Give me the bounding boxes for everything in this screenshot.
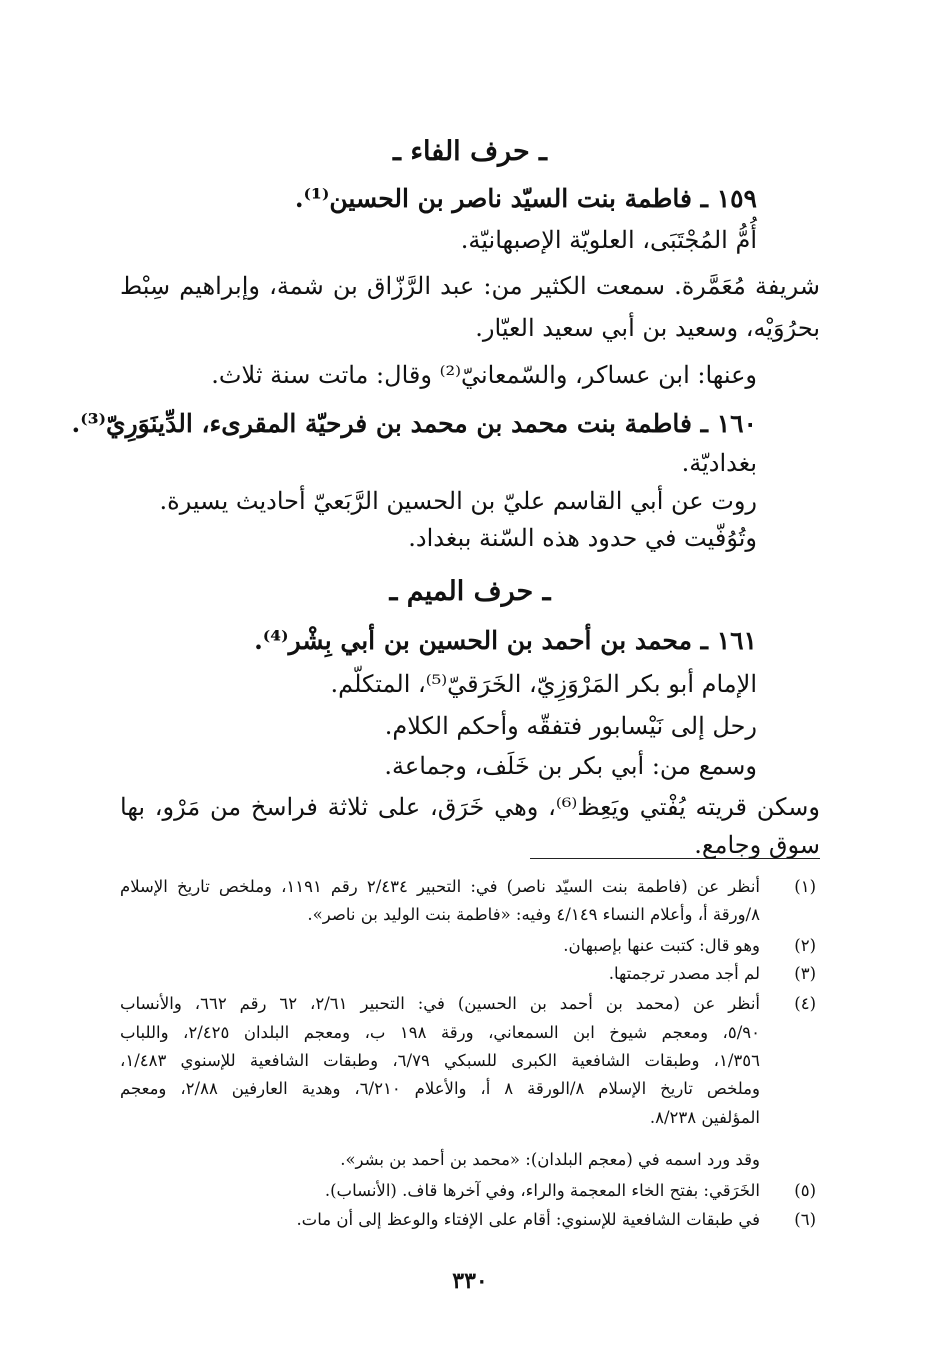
footnote-3-text: لم أجد مصدر ترجمتها.	[608, 964, 760, 983]
entry-159-line-2: شريفة مُعَمَّرة. سمعت الكثير من: عبد الرَّزّاق بن شمة، وإبراهيم سِبْط	[120, 272, 820, 300]
footnote-4-line-1: أنظر عن (محمد بن أحمد بن الحسين) في: التحبير ٢/٦١، ٦٢ رقم ٦٦٢، والأنساب	[120, 994, 761, 1013]
footnote-4-line-2: ٥/٩٠، ومعجم شيوخ ابن السمعاني، ورقة ١٩٨ ب، ومعجم البلدان ٢/٤٢٥، واللباب	[120, 1023, 761, 1042]
footnote-3-number: (٣)	[794, 964, 816, 983]
page-number: ٣٣٠	[452, 1268, 488, 1294]
footnote-4-line-5: المؤلفين ٨/٢٣٨.	[649, 1108, 760, 1127]
footnote-4-number: (٤)	[794, 994, 816, 1013]
footnote-4-line-3: ١/٣٥٦، وطبقات الشافعية الكبرى للسبكي ٦/٧٩، وطبقات الشافعية للإسنوي ١/٤٨٣،	[120, 1051, 760, 1070]
footnote-6-number: (٦)	[794, 1210, 816, 1229]
entry-161-line-4: وسكن قريته يُفْتي ويَعِظ⁽⁶⁾، وهي خَرَق، على ثلاثة فراسخ من مَرْو، بها	[120, 793, 821, 821]
entry-161-line-5: سوق وجامع.	[694, 831, 820, 859]
entry-160-line-3: وتُوُفّيت في حدود هذه السّنة ببغداد.	[408, 524, 757, 552]
footnote-6-text: في طبقات الشافعية للإسنوي: أقام على الإفتاء والوعظ إلى أن مات.	[296, 1210, 760, 1229]
entry-159-line-3: بحرُوَيْه، وسعيد بن أبي سعيد العيّار.	[475, 314, 820, 342]
entry-161-title: ١٦١ ـ محمد بن أحمد بن الحسين بن أبي بِشْر⁽⁴⁾.	[254, 626, 757, 655]
section-heading-fa: ـ حرف الفاء ـ	[393, 136, 547, 167]
entry-160-title: ١٦٠ ـ فاطمة بنت محمد بن محمد بن فرحيّة المقرىء، الدِّينَوَرِيّ⁽³⁾.	[71, 409, 757, 438]
footnote-5-number: (٥)	[794, 1181, 816, 1200]
footnote-2-text: وهو قال: كتبت عنها بإصبهان.	[563, 936, 760, 955]
footnote-5-text: الخَرَقي: بفتح الخاء المعجمة والراء، وفي آخرها قاف. (الأنساب).	[324, 1181, 760, 1200]
footnote-separator	[530, 858, 820, 859]
entry-161-line-1: الإمام أبو بكر المَرْوَزِيّ، الخَرَقيّ⁽⁵⁾، المتكلّم.	[330, 670, 757, 698]
entry-159-line-1: أُمُّ المُجْتَبَى، العلويّة الإصبهانيّة.	[460, 226, 757, 254]
footnote-1-line-2: ٨/ورقة أ، وأعلام النساء ٤/١٤٩ وفيه: «فاطمة بنت الوليد بن ناصر».	[307, 905, 760, 924]
footnote-1-line-1: أنظر عن (فاطمة بنت السيّد ناصر) في: التحبير ٢/٤٣٤ رقم ١١٩١، وملخص تاريخ الإسلام	[120, 877, 761, 896]
entry-159-line-4: وعنها: ابن عساكر، والسّمعانيّ⁽²⁾ وقال: ماتت سنة ثلاث.	[211, 361, 757, 389]
entry-161-line-2: رحل إلى نَيْسابور فتفقّه وأحكم الكلام.	[384, 712, 757, 740]
footnote-1-number: (١)	[794, 877, 816, 896]
footnote-2-number: (٢)	[794, 936, 816, 955]
entry-159-title: ١٥٩ ـ فاطمة بنت السيّد ناصر بن الحسين⁽¹⁾.	[294, 184, 757, 213]
entry-160-line-2: روت عن أبي القاسم عليّ بن الحسين الرَّبَعيّ أحاديث يسيرة.	[159, 487, 757, 515]
entry-160-line-1: بغداديّة.	[681, 449, 757, 477]
entry-161-line-3: وسمع من: أبي بكر بن خَلَف، وجماعة.	[384, 752, 757, 780]
footnote-4-line-6: وقد ورد اسمه في (معجم البلدان): «محمد بن أحمد بن بشر».	[340, 1150, 760, 1169]
section-heading-mim: ـ حرف الميم ـ	[389, 576, 551, 607]
footnote-4-line-4: وملخص تاريخ الإسلام ٨/الورقة ٨ أ، والأعلام ٦/٢١٠، وهدية العارفين ٢/٨٨، ومعجم	[120, 1079, 760, 1098]
